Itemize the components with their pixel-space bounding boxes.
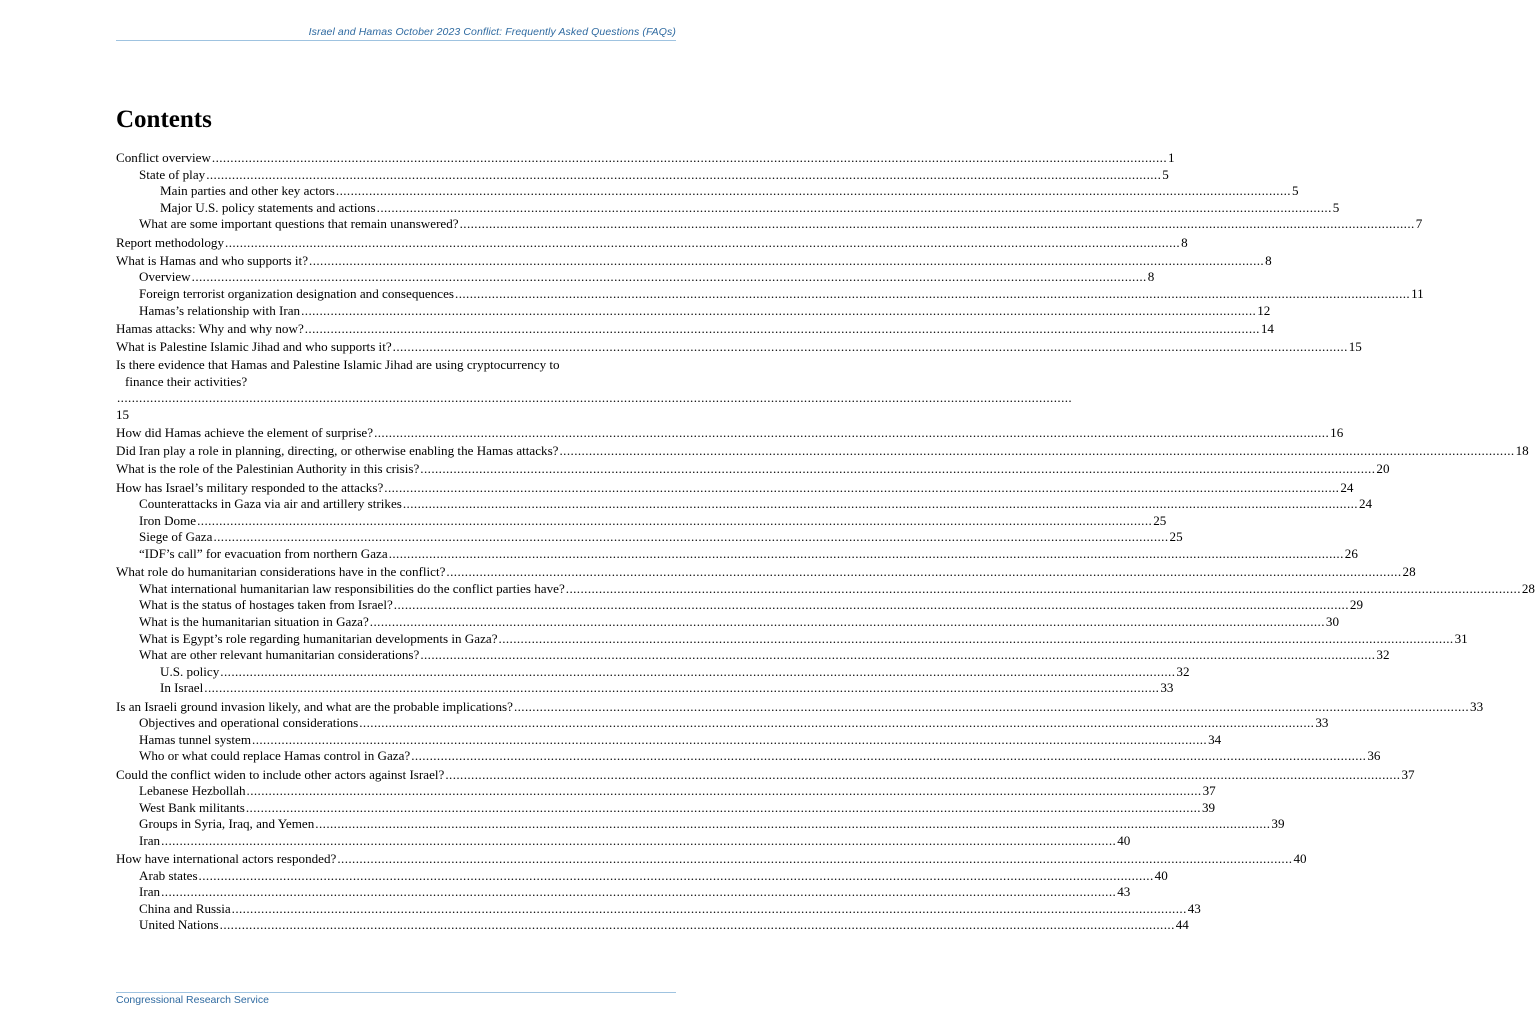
dot-leader: ....................................................................................................................................................................................................................................................................	[245, 799, 1201, 815]
toc-entry-label: China and Russia	[139, 900, 231, 916]
toc-entry[interactable]	[116, 269, 1155, 286]
toc-entry-label: What are other relevant humanitarian considerations?	[139, 647, 420, 663]
toc-entry-label: Hamas’s relationship with Iran	[139, 302, 301, 318]
toc-page-number: 7	[1415, 216, 1423, 232]
toc-page-number: 40	[1154, 867, 1168, 883]
toc-entry-label-continuation: finance their activities?	[125, 373, 248, 389]
toc-entry-label: What are some important questions that remain unanswered?	[139, 216, 459, 232]
toc-entry[interactable]	[116, 917, 1189, 934]
toc-entry[interactable]	[116, 479, 1354, 497]
dot-leader: ....................................................................................................................................................................................................................................................................	[220, 663, 1176, 679]
toc-page-number: 5	[1332, 199, 1340, 215]
toc-page-number: 43	[1117, 884, 1131, 900]
toc-entry[interactable]	[116, 799, 1216, 817]
toc-page-number: 16	[1330, 425, 1344, 441]
toc-entry[interactable]	[116, 183, 1299, 200]
toc-entry-label: U.S. policy	[160, 663, 220, 679]
toc-page-number: 5	[1162, 166, 1169, 182]
toc-entry-label: Iran	[139, 832, 161, 848]
dot-leader: ....................................................................................................................................................................................................................................................................	[206, 166, 1162, 182]
footer-organization: Congressional Research Service	[116, 994, 269, 1006]
dot-leader: ....................................................................................................................................................................................................................................................................	[219, 917, 1175, 933]
dot-leader: ....................................................................................................................................................................................................................................................................	[252, 731, 1208, 747]
toc-page-number: 43	[1187, 900, 1201, 916]
toc-entry[interactable]	[116, 199, 1340, 217]
toc-page-number: 44	[1175, 917, 1189, 933]
toc-entry[interactable]	[116, 731, 1222, 749]
toc-entry[interactable]	[116, 234, 1188, 252]
toc-entry-label: Hamas tunnel system	[139, 731, 252, 747]
toc-entry[interactable]	[116, 150, 1175, 167]
toc-entry[interactable]	[116, 338, 1362, 356]
toc-page-number: 12	[1257, 302, 1271, 318]
dot-leader: ....................................................................................................................................................................................................................................................................	[411, 748, 1367, 764]
dot-leader: ....................................................................................................................................................................................................................................................................	[197, 512, 1153, 528]
toc-entry-label: United Nations	[139, 917, 219, 933]
dot-leader: ....................................................................................................................................................................................................................................................................	[231, 900, 1187, 916]
toc-entry-label: Groups in Syria, Iraq, and Yemen	[139, 816, 315, 832]
toc-entry[interactable]	[116, 302, 1271, 320]
toc-page-number: 24	[1340, 479, 1354, 495]
dot-leader: ....................................................................................................................................................................................................................................................................	[513, 698, 1470, 714]
dot-leader: ....................................................................................................................................................................................................................................................................	[246, 783, 1202, 799]
toc-entry[interactable]	[116, 425, 1344, 442]
dot-leader: ....................................................................................................................................................................................................................................................................	[420, 461, 1376, 477]
dot-leader: ....................................................................................................................................................................................................................................................................	[337, 851, 1293, 867]
toc-entry-label: Objectives and operational considerations	[139, 715, 359, 731]
toc-page-number: 26	[1344, 546, 1358, 561]
toc-entry[interactable]	[116, 783, 1216, 800]
toc-entry[interactable]	[116, 580, 1535, 598]
toc-entry[interactable]	[116, 698, 1484, 716]
dot-leader: ....................................................................................................................................................................................................................................................................	[198, 867, 1154, 883]
toc-entry-label: What is Egypt’s role regarding humanitarian developments in Gaza?	[139, 630, 498, 646]
dot-leader: ....................................................................................................................................................................................................................................................................	[498, 630, 1454, 646]
dot-leader: ....................................................................................................................................................................................................................................................................	[191, 269, 1147, 285]
toc-entry-label: What is Hamas and who supports it?	[116, 252, 309, 268]
toc-entry[interactable]	[116, 663, 1190, 681]
dot-leader: ....................................................................................................................................................................................................................................................................	[309, 252, 1265, 268]
toc-entry[interactable]	[116, 851, 1307, 868]
toc-entry-label: West Bank militants	[139, 799, 245, 815]
toc-entry-label: In Israel	[160, 680, 204, 696]
running-header: Israel and Hamas October 2023 Conflict: Frequently Asked Questions (FAQs)	[308, 26, 676, 38]
toc-page-number: 34	[1208, 731, 1222, 747]
toc-entry[interactable]	[116, 512, 1167, 530]
toc-entry-label: Siege of Gaza	[139, 529, 213, 545]
toc-entry[interactable]	[116, 597, 1363, 614]
toc-entry[interactable]	[116, 357, 1073, 423]
toc-entry-label: “IDF’s call” for evacuation from northern Gaza	[139, 546, 388, 561]
toc-entry-label: Main parties and other key actors	[160, 183, 335, 199]
toc-entry-label: Did Iran play a role in planning, directing, or otherwise enabling the Hamas attacks?	[116, 443, 559, 459]
toc-entry[interactable]	[116, 320, 1274, 338]
toc-entry[interactable]	[116, 832, 1131, 850]
toc-page-number: 39	[1271, 816, 1285, 832]
toc-page-number: 37	[1401, 766, 1415, 782]
toc-entry-label: Counterattacks in Gaza via air and artillery strikes	[139, 496, 402, 512]
toc-entry[interactable]	[116, 680, 1174, 697]
dot-leader: ....................................................................................................................................................................................................................................................................	[211, 150, 1167, 165]
dot-leader: ....................................................................................................................................................................................................................................................................	[374, 425, 1330, 441]
toc-entry[interactable]	[116, 647, 1390, 664]
toc-page-number: 28	[1402, 564, 1416, 580]
toc-entry[interactable]	[116, 496, 1373, 513]
header-divider	[116, 40, 676, 41]
toc-entry-label: Conflict overview	[116, 150, 211, 165]
toc-page-number: 40	[1293, 851, 1307, 867]
toc-entry-label: Is there evidence that Hamas and Palestine Islamic Jihad are using cryptocurrency to	[116, 357, 560, 373]
toc-page-number: 1	[1168, 150, 1175, 165]
dot-leader: ....................................................................................................................................................................................................................................................................	[161, 832, 1117, 848]
toc-entry-label: What is the role of the Palestinian Authority in this crisis?	[116, 461, 420, 477]
toc-entry[interactable]	[116, 564, 1416, 581]
dot-leader: ....................................................................................................................................................................................................................................................................	[459, 216, 1415, 232]
toc-entry-label: Report methodology	[116, 234, 225, 250]
footer-divider	[116, 992, 676, 993]
dot-leader: ....................................................................................................................................................................................................................................................................	[304, 320, 1260, 336]
toc-page-number: 18	[1515, 443, 1529, 459]
dot-leader: ....................................................................................................................................................................................................................................................................	[402, 496, 1358, 512]
toc-entry[interactable]	[116, 613, 1339, 631]
toc-entry-label: What role do humanitarian considerations have in the conflict?	[116, 564, 446, 580]
toc-entry-label: Iran	[139, 884, 161, 900]
toc-entry[interactable]	[116, 546, 1358, 563]
toc-entry[interactable]	[116, 461, 1390, 478]
dot-leader: ....................................................................................................................................................................................................................................................................	[393, 597, 1349, 613]
dot-leader: ....................................................................................................................................................................................................................................................................	[445, 766, 1401, 782]
dot-leader: ....................................................................................................................................................................................................................................................................	[369, 613, 1325, 629]
toc-page-number: 36	[1367, 748, 1381, 764]
toc-page-number: 5	[1291, 183, 1299, 199]
toc-entry[interactable]	[116, 867, 1168, 885]
dot-leader: ....................................................................................................................................................................................................................................................................	[446, 564, 1402, 580]
toc-page-number: 8	[1147, 269, 1155, 285]
toc-page-number: 20	[1376, 461, 1390, 477]
toc-entry[interactable]	[116, 816, 1285, 833]
toc-page-number: 39	[1201, 799, 1216, 815]
toc-entry[interactable]	[116, 715, 1329, 732]
dot-leader: ....................................................................................................................................................................................................................................................................	[335, 183, 1291, 199]
dot-leader: ....................................................................................................................................................................................................................................................................	[392, 338, 1348, 354]
toc-entry-label: What is the humanitarian situation in Gaza?	[139, 613, 369, 629]
dot-leader: ....................................................................................................................................................................................................................................................................	[565, 580, 1521, 596]
toc-entry-label: What international humanitarian law responsibilities do the conflict parties have?	[139, 580, 565, 596]
dot-leader: ....................................................................................................................................................................................................................................................................	[376, 199, 1332, 215]
toc-page-number: 28	[1521, 580, 1535, 596]
toc-page-number: 32	[1176, 663, 1190, 679]
dot-leader: ....................................................................................................................................................................................................................................................................	[315, 816, 1271, 832]
toc-entry[interactable]	[116, 766, 1415, 784]
toc-page-number: 40	[1117, 832, 1131, 848]
toc-entry-label: Major U.S. policy statements and actions	[160, 199, 376, 215]
dot-leader: ....................................................................................................................................................................................................................................................................	[359, 715, 1315, 731]
toc-entry-label: State of play	[139, 166, 206, 182]
toc-page-number: 24	[1358, 496, 1373, 512]
toc-entry-label: Hamas attacks: Why and why now?	[116, 320, 304, 336]
toc-entry[interactable]	[116, 166, 1169, 184]
toc-page-number: 29	[1349, 597, 1363, 613]
toc-page-number: 33	[1470, 698, 1484, 714]
dot-leader: ....................................................................................................................................................................................................................................................................	[420, 647, 1376, 663]
toc-entry[interactable]	[116, 443, 1529, 460]
dot-leader: ....................................................................................................................................................................................................................................................................	[384, 479, 1340, 495]
toc-entry-label: Foreign terrorist organization designation and consequences	[139, 285, 455, 301]
toc-entry-label: Lebanese Hezbollah	[139, 783, 246, 799]
toc-entry-label: How have international actors responded?	[116, 851, 337, 867]
toc-page-number: 8	[1181, 234, 1188, 250]
dot-leader: ....................................................................................................................................................................................................................................................................	[559, 443, 1515, 459]
toc-entry[interactable]	[116, 529, 1183, 546]
dot-leader: ....................................................................................................................................................................................................................................................................	[213, 529, 1169, 545]
toc-entry-label: Arab states	[139, 867, 198, 883]
dot-leader: ....................................................................................................................................................................................................................................................................	[225, 234, 1181, 250]
toc-page-number: 25	[1169, 529, 1183, 545]
toc-entry[interactable]	[116, 630, 1468, 648]
toc-page-number: 14	[1260, 320, 1274, 336]
dot-leader: ....................................................................................................................................................................................................................................................................	[388, 546, 1344, 561]
toc-page-number: 33	[1160, 680, 1174, 696]
toc-entry-label: Overview	[139, 269, 191, 285]
toc-entry-label: How did Hamas achieve the element of surprise?	[116, 425, 374, 441]
toc-entry-label: What is Palestine Islamic Jihad and who supports it?	[116, 338, 392, 354]
dot-leader: ....................................................................................................................................................................................................................................................................	[161, 884, 1117, 900]
toc-page-number: 15	[1348, 338, 1362, 354]
toc-entry[interactable]	[116, 900, 1201, 918]
toc-entry[interactable]	[116, 748, 1381, 765]
dot-leader: ....................................................................................................................................................................................................................................................................	[301, 302, 1257, 318]
dot-leader: ....................................................................................................................................................................................................................................................................	[204, 680, 1160, 696]
dot-leader: ....................................................................................................................................................................................................................................................................	[455, 285, 1411, 301]
toc-page-number: 32	[1376, 647, 1390, 663]
toc-entry[interactable]	[116, 884, 1131, 901]
toc-entry[interactable]	[116, 285, 1424, 303]
toc-entry[interactable]	[116, 216, 1423, 233]
toc-entry-label: Is an Israeli ground invasion likely, and what are the probable implications?	[116, 698, 513, 714]
dot-leader: ....................................................................................................................................................................................................................................................................	[117, 390, 1073, 406]
toc-entry-label: What is the status of hostages taken from Israel?	[139, 597, 393, 613]
toc-entry-label: Could the conflict widen to include other actors against Israel?	[116, 766, 445, 782]
toc-page-number: 37	[1202, 783, 1216, 799]
toc-page-number: 8	[1265, 252, 1272, 268]
toc-page-number: 30	[1325, 613, 1339, 629]
toc-page-number: 33	[1315, 715, 1329, 731]
toc-entry-label: Iron Dome	[139, 512, 197, 528]
toc-entry[interactable]	[116, 252, 1272, 270]
toc-page-number: 25	[1153, 512, 1167, 528]
table-of-contents	[116, 150, 1535, 934]
toc-page-number: 31	[1454, 630, 1468, 646]
toc-entry-label: Who or what could replace Hamas control in Gaza?	[139, 748, 411, 764]
toc-entry-label: How has Israel’s military responded to the attacks?	[116, 479, 384, 495]
page-title: Contents	[116, 106, 212, 133]
toc-page-number: 15	[116, 406, 130, 422]
toc-page-number: 11	[1411, 285, 1424, 301]
